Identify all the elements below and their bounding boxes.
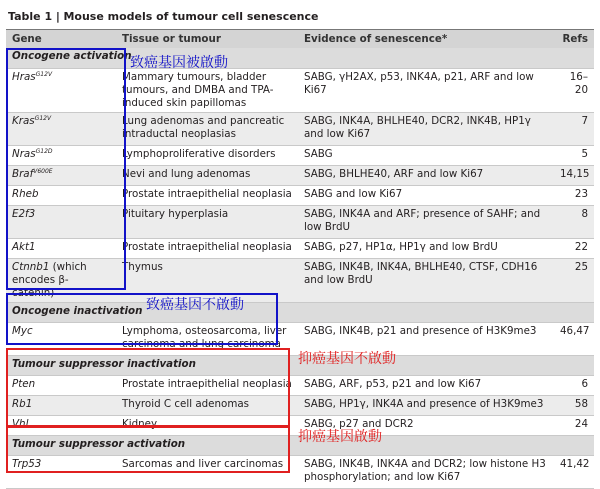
tissue-cell: Thymus — [116, 258, 298, 302]
gene-mutation: G12V — [35, 70, 53, 78]
evidence-cell: SABG, p27 and DCR2 — [298, 415, 554, 435]
header-refs: Refs — [554, 30, 594, 48]
section-label: Oncogene inactivation — [6, 302, 594, 322]
gene-cell: Trp53 — [6, 455, 116, 488]
gene-cell: Rheb — [6, 185, 116, 205]
gene-cell: E2f3 — [6, 205, 116, 238]
tissue-cell: Prostate intraepithelial neoplasia — [116, 238, 298, 258]
gene-cell: Pten — [6, 375, 116, 395]
tissue-cell: Lymphoma, osteosarcoma, liver carcinoma and lung carcinoma — [116, 322, 298, 355]
evidence-cell: SABG, INK4A, BHLHE40, DCR2, INK4B, HP1γ and low Ki67 — [298, 112, 554, 145]
section-label: Tumour suppressor inactivation — [6, 355, 594, 375]
refs-cell: 8 — [554, 205, 594, 238]
gene-cell: Akt1 — [6, 238, 116, 258]
table-title-text: Mouse models of tumour cell senescence — [63, 10, 319, 23]
oncogene-activation-annotation: 致癌基因被啟動 — [130, 55, 228, 71]
header-tissue: Tissue or tumour — [116, 30, 298, 48]
evidence-cell: SABG, p27, HP1α, HP1γ and low BrdU — [298, 238, 554, 258]
tissue-cell: Thyroid C cell adenomas — [116, 395, 298, 415]
header-evidence: Evidence of senescence* — [298, 30, 554, 48]
gene-name: Nras — [12, 147, 36, 160]
evidence-cell: SABG, BHLHE40, ARF and low Ki67 — [298, 165, 554, 185]
refs-cell: 5 — [554, 145, 594, 165]
gene-name: Hras — [12, 70, 36, 83]
gene-name: Ctnnb1 — [12, 260, 50, 273]
gene-name: Braf — [12, 167, 34, 180]
tissue-cell: Lung adenomas and pancreatic intraductal neoplasias — [116, 112, 298, 145]
gene-name: Kras — [12, 114, 35, 127]
header-gene: Gene — [6, 30, 116, 48]
refs-cell: 14,15 — [554, 165, 594, 185]
gene-cell: Vhl — [6, 415, 116, 435]
section-label: Oncogene activation — [6, 48, 594, 68]
gene-mutation: G12D — [35, 147, 53, 155]
gene-note: (which encodes β-catenin) — [12, 260, 87, 299]
gene-cell: Rb1 — [6, 395, 116, 415]
evidence-cell: SABG, HP1γ, INK4A and presence of H3K9me3 — [298, 395, 554, 415]
tissue-cell: Nevi and lung adenomas — [116, 165, 298, 185]
table-title-label: Table 1 | — [8, 10, 60, 23]
section-label: Tumour suppressor activation — [6, 435, 594, 455]
tissue-cell: Kidney — [116, 415, 298, 435]
refs-cell: 46,47 — [554, 322, 594, 355]
evidence-cell: SABG, INK4A and ARF; presence of SAHF; and low BrdU — [298, 205, 554, 238]
refs-cell: 16–20 — [554, 68, 594, 112]
gene-mutation: V600E — [33, 167, 53, 175]
evidence-cell: SABG, INK4B, INK4A and DCR2; low histone H3 phosphorylation; and low Ki67 — [298, 455, 554, 488]
tissue-cell: Sarcomas and liver carcinomas — [116, 455, 298, 488]
evidence-cell: SABG, ARF, p53, p21 and low Ki67 — [298, 375, 554, 395]
tissue-cell: Prostate intraepithelial neoplasia — [116, 375, 298, 395]
refs-cell: 24 — [554, 415, 594, 435]
gene-cell: Myc — [6, 322, 116, 355]
tissue-cell: Lymphoproliferative disorders — [116, 145, 298, 165]
tissue-cell: Pituitary hyperplasia — [116, 205, 298, 238]
refs-cell: 25 — [554, 258, 594, 302]
refs-cell: 58 — [554, 395, 594, 415]
suppressor-activation-highlight-box — [6, 425, 290, 473]
evidence-cell: SABG, INK4B, INK4A, BHLHE40, CTSF, CDH16 and low BrdU — [298, 258, 554, 302]
suppressor-inactivation-annotation: 抑癌基因不啟動 — [298, 351, 396, 367]
header-row — [6, 30, 594, 48]
evidence-cell: SABG, INK4B, p21 and presence of H3K9me3 — [298, 322, 554, 355]
refs-cell: 7 — [554, 112, 594, 145]
refs-cell: 41,42 — [554, 455, 594, 488]
evidence-cell: SABG — [298, 145, 554, 165]
table-title — [8, 10, 318, 23]
tissue-cell: Mammary tumours, bladder tumours, and DMBA and TPA-induced skin papillomas — [116, 68, 298, 112]
refs-cell: 22 — [554, 238, 594, 258]
oncogene-inactivation-annotation: 致癌基因不啟動 — [146, 297, 244, 313]
tissue-cell: Prostate intraepithelial neoplasia — [116, 185, 298, 205]
suppressor-activation-annotation: 抑癌基因啟動 — [298, 429, 382, 445]
suppressor-inactivation-highlight-box — [6, 348, 290, 428]
evidence-cell: SABG and low Ki67 — [298, 185, 554, 205]
gene-mutation: G12V — [34, 114, 52, 122]
oncogene-activation-highlight-box — [6, 48, 126, 290]
evidence-cell: SABG, γH2AX, p53, INK4A, p21, ARF and low Ki67 — [298, 68, 554, 112]
refs-cell: 23 — [554, 185, 594, 205]
refs-cell: 6 — [554, 375, 594, 395]
